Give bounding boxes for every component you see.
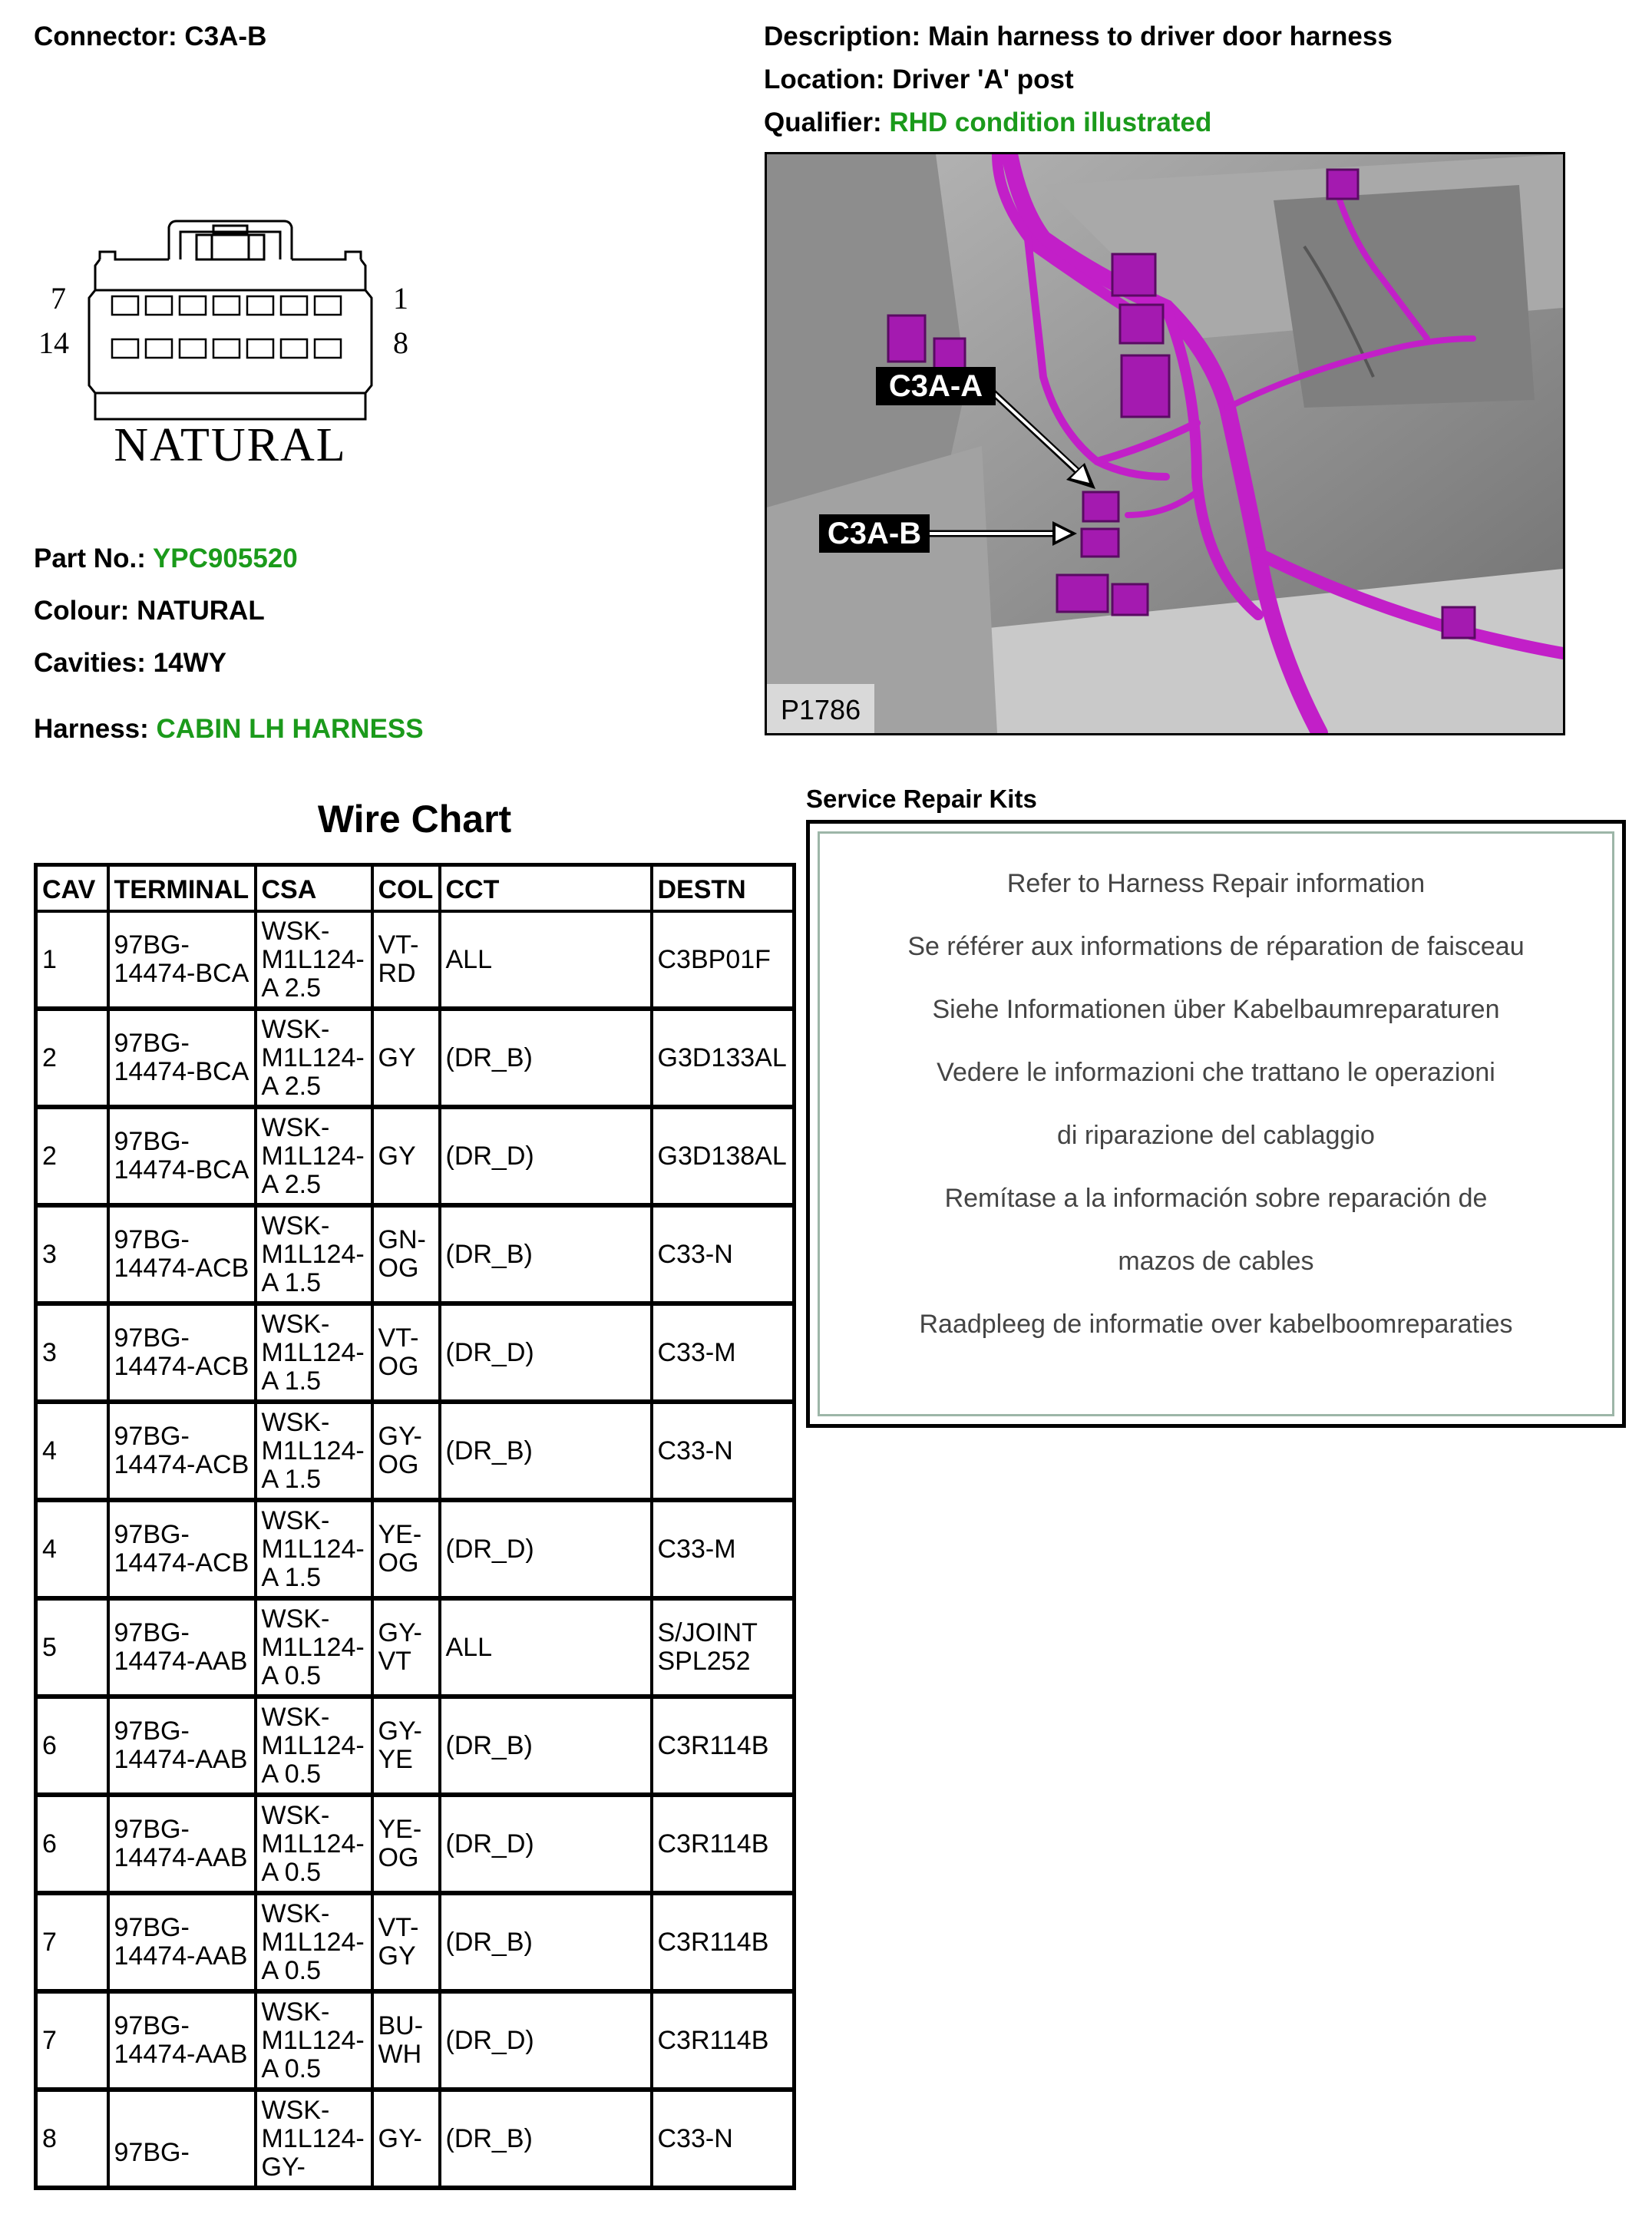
cell-destn-line: G3D138AL (657, 1141, 787, 1171)
service-kits-box (806, 820, 1626, 1428)
cell-destn (652, 1795, 795, 1893)
cell-csa-line: WSK- (261, 1702, 330, 1732)
cell-col-line: YE- (378, 1520, 422, 1549)
cell-csa-line: A 1.5 (261, 1464, 322, 1494)
cell-csa-line: WSK- (261, 1505, 330, 1535)
cell-csa-line: M1L124- (261, 1141, 365, 1171)
cell-csa-line: A 0.5 (261, 1857, 322, 1887)
cell-col-line: BU- (378, 2011, 424, 2040)
cell-csa-line: WSK- (261, 1407, 330, 1437)
cell-cav: 6 (36, 1795, 108, 1893)
cell-terminal-line: 14474-AAB (114, 1647, 248, 1676)
cell-terminal (108, 1893, 256, 1991)
cell-cct: (DR_B) (440, 1893, 652, 1991)
connector-label: Connector: (34, 21, 177, 51)
connector-value: C3A-B (184, 21, 267, 51)
location-line (764, 64, 1074, 95)
wire-row (36, 1205, 795, 1303)
cell-col-line: GY- (378, 1716, 422, 1746)
cell-col (372, 1303, 440, 1402)
wire-row (36, 1991, 795, 2090)
cell-csa (256, 1795, 372, 1893)
cell-col-line: WH (378, 2040, 422, 2069)
cell-terminal-line: 97BG- (114, 1716, 190, 1746)
cell-col-line: VT (378, 1647, 411, 1676)
cell-col (372, 1795, 440, 1893)
cell-destn (652, 911, 795, 1009)
connector-heading (34, 21, 266, 52)
cell-terminal-line: 14474-ACB (114, 1450, 249, 1479)
pin-7-label: 7 (51, 281, 66, 316)
cell-terminal (108, 911, 256, 1009)
cell-csa-line: M1L124- (261, 1436, 365, 1465)
cell-col-line: GY (378, 1141, 416, 1171)
cell-terminal (108, 1991, 256, 2090)
figure-id: P1786 (781, 694, 861, 725)
callout-c3a-a: C3A-A (888, 369, 983, 403)
cell-cav: 4 (36, 1500, 108, 1598)
harness-label: Harness: (34, 714, 149, 744)
cell-terminal (108, 1107, 256, 1205)
wire-row (36, 911, 795, 1009)
cell-destn-line: C3R114B (657, 1927, 769, 1957)
cell-terminal-line: 14474-ACB (114, 1352, 249, 1381)
cell-col (372, 1500, 440, 1598)
cell-csa-line: WSK- (261, 1309, 330, 1339)
cell-destn (652, 1402, 795, 1500)
cell-terminal-line: 14474-BCA (114, 1057, 249, 1086)
cell-cav: 1 (36, 911, 108, 1009)
wire-chart-header-row (36, 865, 795, 912)
cell-col (372, 1598, 440, 1697)
cavity-bottom-9 (281, 339, 307, 358)
cell-terminal-line: 97BG- (114, 1029, 190, 1058)
cell-cav: 7 (36, 1893, 108, 1991)
cell-terminal-line: 14474-BCA (114, 959, 249, 988)
cell-csa-line: A 0.5 (261, 2053, 322, 2083)
header-cct: CCT (440, 865, 652, 912)
cell-csa-line: WSK- (261, 1898, 330, 1928)
cell-csa-line: M1L124- (261, 944, 365, 974)
cell-csa (256, 1205, 372, 1303)
header-cav: CAV (36, 865, 108, 912)
cell-col-line: VT- (378, 1323, 419, 1353)
cell-col-line: OG (378, 1450, 419, 1479)
cell-csa-line: A 1.5 (261, 1366, 322, 1396)
cell-terminal-line: 97BG- (114, 1225, 190, 1254)
wire-chart-table (34, 863, 796, 2190)
cell-csa-line: WSK- (261, 1800, 330, 1830)
cell-csa (256, 2090, 372, 2188)
cavity-bottom-11 (213, 339, 240, 358)
cell-col (372, 911, 440, 1009)
wire-row (36, 1795, 795, 1893)
service-kits-title: Service Repair Kits (806, 785, 1037, 813)
qualifier-line (764, 107, 1211, 138)
cell-destn-line: C33-M (657, 1337, 736, 1367)
cell-terminal (108, 1009, 256, 1107)
cell-csa-line: GY- (261, 2152, 306, 2182)
cell-csa-line: WSK- (261, 1604, 330, 1634)
cell-col-line: GY (378, 1941, 416, 1971)
cell-destn (652, 1893, 795, 1991)
cell-col (372, 1893, 440, 1991)
cell-col (372, 1991, 440, 2090)
cell-destn-line: C33-N (657, 1239, 733, 1269)
part-number-line (34, 544, 298, 574)
cell-csa-line: WSK- (261, 1997, 330, 2027)
cavity-bottom-14 (112, 339, 138, 358)
cell-terminal-line: 14474-AAB (114, 2040, 248, 2069)
cell-csa-line: A 2.5 (261, 1071, 322, 1101)
cell-col (372, 1402, 440, 1500)
pin-8-label: 8 (393, 325, 408, 360)
cell-csa-line: M1L124- (261, 1829, 365, 1859)
cell-col-line: RD (378, 959, 416, 988)
header-destn: DESTN (652, 865, 795, 912)
cell-col-line: GY- (378, 1618, 422, 1647)
cell-cct: (DR_B) (440, 1697, 652, 1795)
cavity-top-4 (213, 296, 240, 315)
cell-col-line: OG (378, 1843, 419, 1872)
cell-destn-line: C3R114B (657, 1730, 769, 1760)
cell-csa-line: WSK- (261, 2095, 330, 2125)
service-kit-line: di riparazione del cablaggio (1057, 1121, 1375, 1150)
wire-row (36, 1009, 795, 1107)
harness-line (34, 714, 424, 745)
cavity-top-7 (112, 296, 138, 315)
cell-terminal-line: 97BG- (114, 1815, 190, 1844)
cavity-bottom-13 (146, 339, 172, 358)
cell-destn (652, 1598, 795, 1697)
cell-csa-line: M1L124- (261, 1337, 365, 1367)
cell-csa-line: WSK- (261, 1112, 330, 1142)
cavity-bottom-10 (247, 339, 273, 358)
cell-col (372, 1009, 440, 1107)
cell-col-line: GY- (378, 1422, 422, 1451)
cell-csa-line: M1L124- (261, 2025, 365, 2055)
cavity-top-6 (146, 296, 172, 315)
cell-terminal (108, 1500, 256, 1598)
cell-cct: (DR_D) (440, 1107, 652, 1205)
cell-cct: (DR_B) (440, 1205, 652, 1303)
cavities-label: Cavities: (34, 648, 146, 678)
colour-label: Colour: (34, 596, 130, 626)
cell-col (372, 2090, 440, 2188)
location-photo (765, 152, 1565, 735)
cell-csa-line: WSK- (261, 1014, 330, 1044)
cell-terminal-line: 97BG- (114, 1127, 190, 1156)
cell-csa-line: WSK- (261, 916, 330, 946)
cell-terminal-line: 97BG- (114, 1618, 190, 1647)
cell-cct: (DR_B) (440, 1009, 652, 1107)
cell-csa-line: M1L124- (261, 1632, 365, 1662)
cell-col-line: OG (378, 1352, 419, 1381)
cell-csa-line: A 0.5 (261, 1759, 322, 1789)
cell-cav: 6 (36, 1697, 108, 1795)
cell-cct: (DR_D) (440, 1991, 652, 2090)
cell-csa-line: M1L124- (261, 2123, 365, 2153)
cell-terminal-line: 14474-BCA (114, 1155, 249, 1184)
cell-csa (256, 1402, 372, 1500)
cell-csa-line: A 2.5 (261, 973, 322, 1003)
pin-14-label: 14 (38, 325, 69, 360)
cell-terminal-line: 97BG- (114, 1520, 190, 1549)
wire-row (36, 2090, 795, 2188)
harness-value: CABIN LH HARNESS (156, 714, 424, 744)
header-terminal: TERMINAL (108, 865, 256, 912)
cell-col-line: YE (378, 1745, 413, 1774)
cell-terminal-line: 97BG- (114, 1913, 190, 1942)
location-label: Location: (764, 64, 885, 94)
pin-1-label: 1 (393, 281, 408, 316)
cell-terminal-line: 97BG- (114, 2011, 190, 2040)
cell-cav: 7 (36, 1991, 108, 2090)
cell-terminal (108, 1402, 256, 1500)
cell-col-line: OG (378, 1548, 419, 1578)
cell-terminal (108, 1795, 256, 1893)
wire-row (36, 1598, 795, 1697)
cell-cct: (DR_D) (440, 1795, 652, 1893)
cell-terminal-line: 97BG- (114, 930, 190, 960)
cell-destn (652, 1697, 795, 1795)
header-csa: CSA (256, 865, 372, 912)
cell-col (372, 1697, 440, 1795)
cell-destn (652, 1009, 795, 1107)
description-label: Description: (764, 21, 921, 51)
cell-csa (256, 1107, 372, 1205)
cell-cct: ALL (440, 1598, 652, 1697)
cell-csa-line: A 0.5 (261, 1955, 322, 1985)
cell-csa (256, 1893, 372, 1991)
cell-destn (652, 2090, 795, 2188)
cell-terminal (108, 2090, 256, 2188)
cavity-top-1 (315, 296, 341, 315)
cell-csa (256, 1697, 372, 1795)
service-kits-inner-frame (818, 831, 1614, 1416)
cell-cav: 5 (36, 1598, 108, 1697)
cell-csa (256, 911, 372, 1009)
cavity-top-3 (247, 296, 273, 315)
cell-destn-line: C33-M (657, 1534, 736, 1564)
cell-csa-line: A 1.5 (261, 1267, 322, 1297)
cell-csa-line: M1L124- (261, 1927, 365, 1957)
cell-terminal (108, 1303, 256, 1402)
cell-col-line: GY- (378, 2123, 422, 2153)
cell-col (372, 1205, 440, 1303)
cell-terminal (108, 1205, 256, 1303)
cell-csa (256, 1500, 372, 1598)
cell-terminal-line: 14474-ACB (114, 1254, 249, 1283)
connector-colour-caption: NATURAL (114, 419, 347, 468)
harness-illustration (767, 154, 1563, 733)
cell-cav: 3 (36, 1303, 108, 1402)
cavity-top-2 (281, 296, 307, 315)
cell-destn-line: SPL252 (657, 1647, 751, 1676)
wire-chart-title: Wire Chart (317, 798, 512, 841)
cell-terminal-line: 97BG- (114, 1323, 190, 1353)
cell-cct: (DR_B) (440, 1402, 652, 1500)
cavities-line (34, 648, 226, 679)
wire-row (36, 1893, 795, 1991)
cell-terminal-line: 14474-AAB (114, 1745, 248, 1774)
cell-col-line: OG (378, 1254, 419, 1283)
cell-terminal-line: 14474-AAB (114, 1843, 248, 1872)
wire-row (36, 1697, 795, 1795)
wire-row (36, 1402, 795, 1500)
cell-destn (652, 1500, 795, 1598)
cell-terminal-line: 97BG- (114, 1422, 190, 1451)
part-value: YPC905520 (152, 544, 298, 573)
description-value: Main harness to driver door harness (927, 21, 1393, 51)
cell-destn (652, 1205, 795, 1303)
cell-col-line: VT- (378, 930, 419, 960)
cell-csa-line: A 1.5 (261, 1562, 322, 1592)
cell-destn-line: C33-N (657, 2123, 733, 2153)
cell-csa (256, 1991, 372, 2090)
cell-col-line: GN- (378, 1225, 426, 1254)
cell-col-line: GY (378, 1042, 416, 1072)
service-kit-line: Se référer aux informations de réparation de faisceau (907, 932, 1525, 961)
service-kit-line: Refer to Harness Repair information (1006, 869, 1426, 898)
cell-destn-line: G3D133AL (657, 1042, 787, 1072)
cell-cav: 4 (36, 1402, 108, 1500)
cell-terminal-line: 14474-ACB (114, 1548, 249, 1578)
cell-col-line: YE- (378, 1815, 422, 1844)
cell-terminal (108, 1598, 256, 1697)
description-line (764, 21, 1393, 52)
cell-csa-line: M1L124- (261, 1042, 365, 1072)
cell-cav: 2 (36, 1009, 108, 1107)
qualifier-label: Qualifier: (764, 107, 882, 137)
cell-destn (652, 1991, 795, 2090)
cell-terminal (108, 1697, 256, 1795)
service-kit-line: Vedere le informazioni che trattano le operazioni (937, 1058, 1495, 1087)
wire-row (36, 1303, 795, 1402)
cell-cct: (DR_B) (440, 2090, 652, 2188)
colour-line (34, 596, 265, 626)
cavity-top-5 (180, 296, 206, 315)
cavities-value: 14WY (153, 648, 226, 678)
cell-csa-line: M1L124- (261, 1239, 365, 1269)
cell-destn-line: C3R114B (657, 2025, 769, 2055)
service-kit-line: Siehe Informationen über Kabelbaumreparaturen (932, 995, 1500, 1024)
cell-cav: 8 (36, 2090, 108, 2188)
location-value: Driver 'A' post (892, 64, 1074, 94)
cell-terminal-line (114, 2110, 249, 2139)
connector-face-diagram (31, 207, 430, 468)
cavity-bottom-8 (315, 339, 341, 358)
cell-csa (256, 1303, 372, 1402)
cell-terminal-line: 97BG- (114, 2138, 190, 2167)
cell-csa-line: A 0.5 (261, 1660, 322, 1690)
cavity-bottom-12 (180, 339, 206, 358)
colour-value: NATURAL (137, 596, 265, 626)
callout-c3a-b: C3A-B (827, 517, 922, 550)
part-label: Part No.: (34, 544, 146, 573)
service-kit-line: Raadpleeg de informatie over kabelboomreparaties (919, 1310, 1513, 1339)
cell-terminal-line: 14474-AAB (114, 1941, 248, 1971)
cell-cav: 2 (36, 1107, 108, 1205)
cell-csa (256, 1598, 372, 1697)
wire-row (36, 1500, 795, 1598)
cell-csa-line: M1L124- (261, 1730, 365, 1760)
cell-cav: 3 (36, 1205, 108, 1303)
wire-row (36, 1107, 795, 1205)
cell-col (372, 1107, 440, 1205)
header-col: COL (372, 865, 440, 912)
cell-cct: (DR_D) (440, 1303, 652, 1402)
cell-destn (652, 1303, 795, 1402)
cell-destn-line: S/JOINT (657, 1618, 758, 1647)
cell-cct: (DR_D) (440, 1500, 652, 1598)
qualifier-value: RHD condition illustrated (889, 107, 1212, 137)
cell-destn-line: C3R114B (657, 1829, 769, 1859)
cell-csa-line: A 2.5 (261, 1169, 322, 1199)
cell-col-line: VT- (378, 1913, 419, 1942)
cell-csa (256, 1009, 372, 1107)
service-kit-line: Remítase a la información sobre reparación de (944, 1184, 1488, 1213)
cell-destn-line: C33-N (657, 1436, 733, 1465)
cell-csa-line: M1L124- (261, 1534, 365, 1564)
cell-destn (652, 1107, 795, 1205)
service-kit-line: mazos de cables (1118, 1247, 1314, 1276)
cell-cct: ALL (440, 911, 652, 1009)
cell-csa-line: WSK- (261, 1211, 330, 1241)
cell-destn-line: C3BP01F (657, 944, 771, 974)
